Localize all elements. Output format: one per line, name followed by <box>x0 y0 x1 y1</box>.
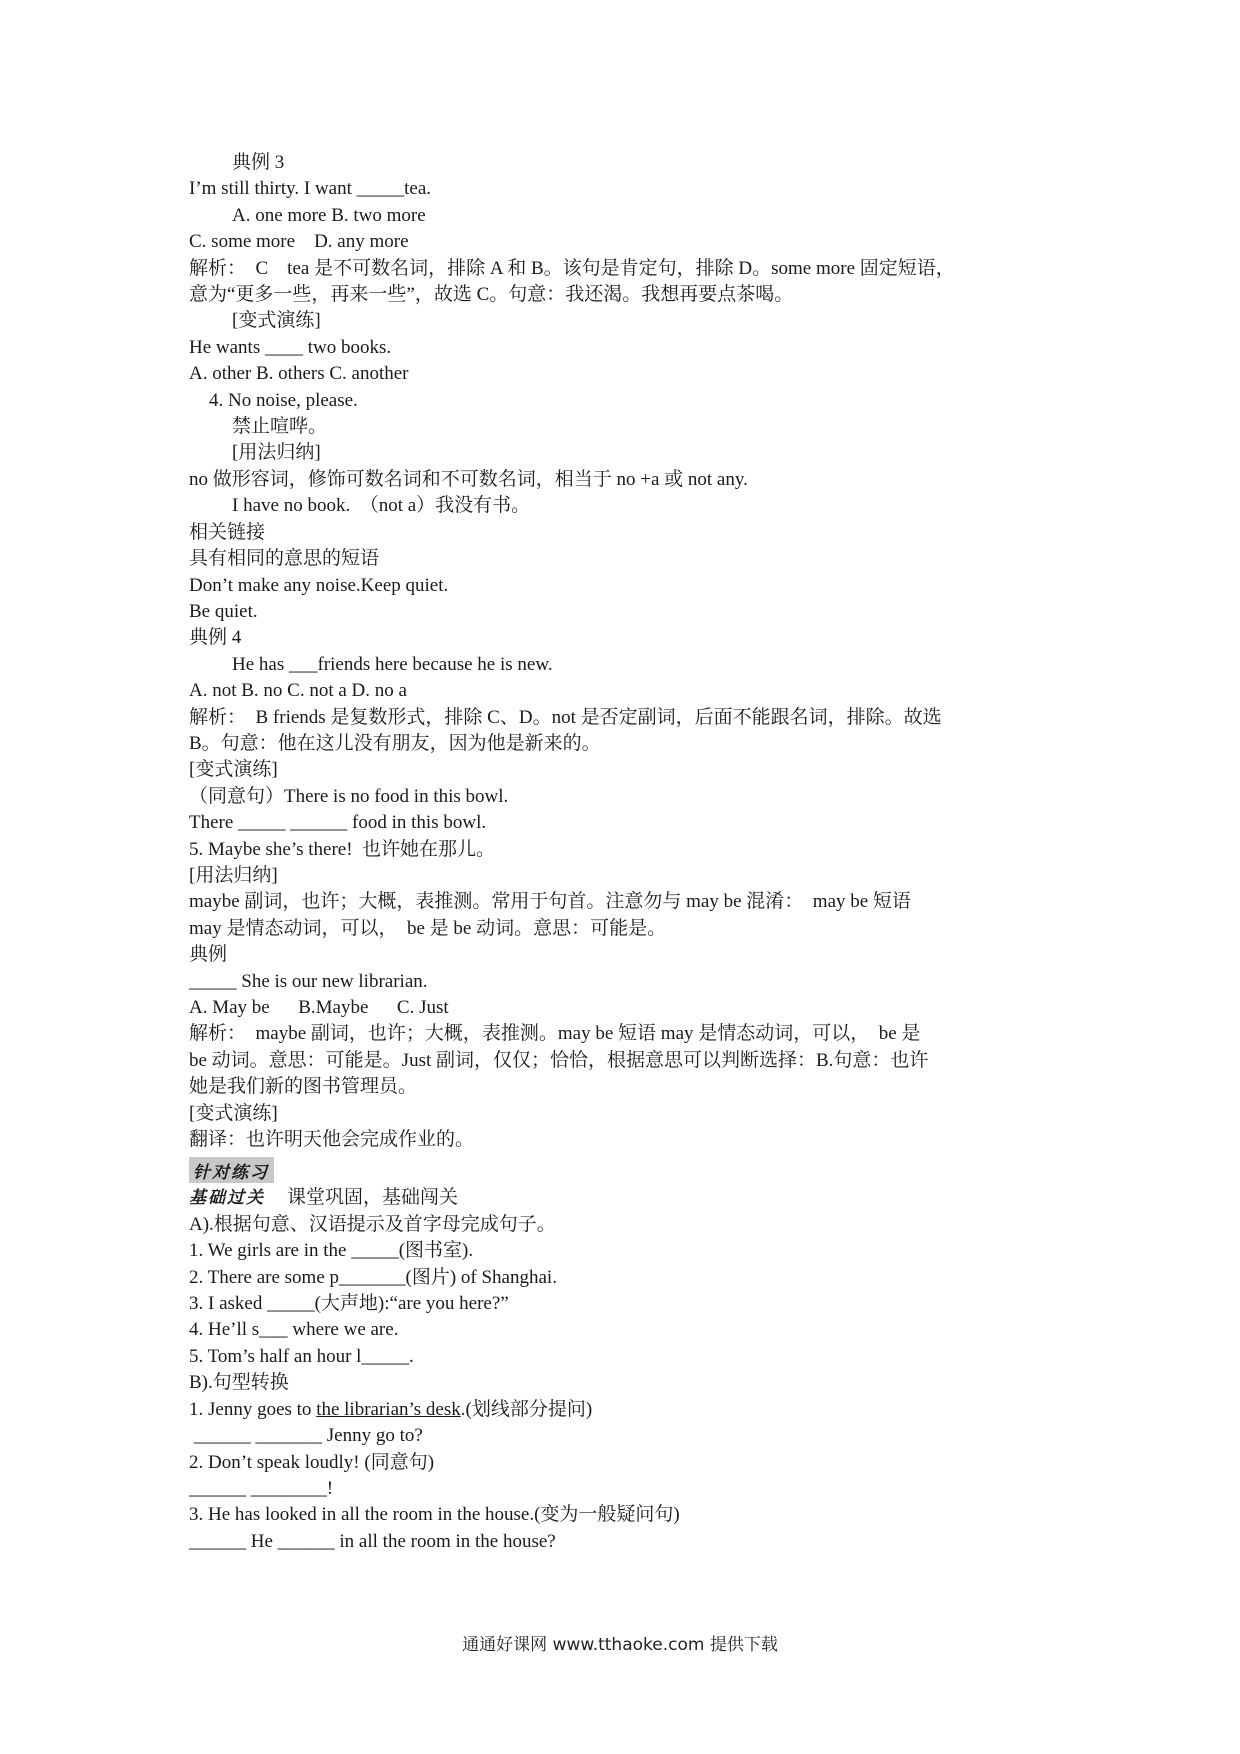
example-3-analysis-line-2: 意为“更多一些，再来一些”，故选 C。句意：我还渴。我想再要点茶喝。 <box>189 284 794 306</box>
section-b-item-2-answer: ______ ________! <box>189 1477 334 1499</box>
example-4-variant-heading: [变式演练] <box>189 759 278 781</box>
example-4-analysis-line-2: B。句意：他在这儿没有朋友，因为他是新来的。 <box>189 732 601 754</box>
point-5-example-options: A. May be B.Maybe C. Just <box>189 997 449 1018</box>
b1-underlined: the librarian’s desk <box>316 1398 461 1420</box>
point-4-usage: no 做形容词，修饰可数名词和不可数名词，相当于 no +a 或 not any. <box>189 468 748 490</box>
example-4-variant-answer: There _____ ______ food in this bowl. <box>189 812 487 834</box>
example-3-options-ab: A. one more B. two more <box>232 204 426 226</box>
basic-level-subtitle: 课堂巩固，基础闯关 <box>287 1187 459 1209</box>
basic-level-row <box>189 1185 1059 1211</box>
practice-tag: 针对练习 <box>189 1157 274 1183</box>
page-footer: 通通好课网 www.tthaoke.com 提供下载 <box>462 1635 778 1655</box>
example-4-question: He has ___friends here because he is new. <box>232 653 553 675</box>
section-a-item: 3. I asked _____(大声地):“are you here?” <box>189 1293 509 1315</box>
example-3-variant-heading: [变式演练] <box>232 310 321 332</box>
same-meaning-heading: 具有相同的意思的短语 <box>189 548 380 570</box>
section-a-item: 5. Tom’s half an hour l_____. <box>189 1345 414 1367</box>
point-4-title: 4. No noise, please. <box>209 389 358 411</box>
point-5-variant-question: 翻译：也许明天他会完成作业的。 <box>189 1129 475 1151</box>
point-4-translation: 禁止喧哗。 <box>232 416 328 438</box>
b1-suffix: .(划线部分提问) <box>460 1398 593 1420</box>
example-4-analysis-line-1: 解析： B friends 是复数形式，排除 C、D。not 是否定副词，后面不能跟名词，排除。故选 <box>189 706 942 728</box>
point-5-variant-heading: [变式演练] <box>189 1102 278 1124</box>
section-b-item-2: 2. Don’t speak loudly! (同意句) <box>189 1451 435 1473</box>
point-5-usage-line-2: may 是情态动词，可以， be 是 be 动词。意思：可能是。 <box>189 917 667 939</box>
section-b-item-1 <box>189 1397 1059 1423</box>
point-5-usage-line-1: maybe 副词，也许；大概，表推测。常用于句首。注意勿与 may be 混淆： may be 短语 <box>189 891 911 913</box>
point-4-usage-heading: [用法归纳] <box>232 442 321 464</box>
section-b-item-3: 3. He has looked in all the room in the house.(变为一般疑问句) <box>189 1504 680 1526</box>
section-a-heading: A).根据句意、汉语提示及首字母完成句子。 <box>189 1213 556 1235</box>
example-3-heading: 典例 3 <box>232 152 285 173</box>
document-body <box>189 150 1059 1555</box>
related-link-heading: 相关链接 <box>189 521 266 543</box>
example-4-variant-question: （同意句）There is no food in this bowl. <box>189 785 509 807</box>
example-3-variant-question: He wants ____ two books. <box>189 336 392 358</box>
point-4-example: I have no book. （not a）我没有书。 <box>232 495 531 517</box>
example-4-heading: 典例 4 <box>189 627 242 649</box>
phrase-1: Don’t make any noise.Keep quiet. <box>189 574 449 596</box>
point-5-usage-heading: [用法归纳] <box>189 864 278 886</box>
point-5-analysis-line-3: 她是我们新的图书管理员。 <box>189 1076 418 1098</box>
example-3-options-cd: C. some more D. any more <box>189 231 409 253</box>
section-a-item: 1. We girls are in the _____(图书室). <box>189 1240 474 1262</box>
example-3-question: I’m still thirty. I want _____tea. <box>189 178 432 200</box>
section-b-heading: B).句型转换 <box>189 1372 289 1394</box>
section-a-item: 4. He’ll s___ where we are. <box>189 1319 399 1341</box>
example-3-variant-options: A. other B. others C. another <box>189 363 409 385</box>
point-5-analysis-line-2: be 动词。意思：可能是。Just 副词，仅仅；恰恰，根据意思可以判断选择：B.句意：也许 <box>189 1049 929 1071</box>
b1-prefix: 1. Jenny goes to <box>189 1398 317 1420</box>
example-4-options: A. not B. no C. not a D. no a <box>189 680 407 702</box>
point-5-example-question: _____ She is our new librarian. <box>189 970 428 992</box>
example-3-analysis-line-1: 解析： C tea 是不可数名词，排除 A 和 B。该句是肯定句，排除 D。some more 固定短语， <box>189 257 955 279</box>
section-b-item-3-answer: ______ He ______ in all the room in the house? <box>189 1530 556 1552</box>
point-5-analysis-line-1: 解析： maybe 副词，也许；大概，表推测。may be 短语 may 是情态动词，可以， be 是 <box>189 1023 921 1045</box>
practice-tag-row <box>189 1153 1059 1185</box>
section-b-item-1-answer: ______ _______ Jenny go to? <box>189 1425 423 1447</box>
point-5-title: 5. Maybe she’s there! 也许她在那儿。 <box>189 838 496 860</box>
section-a-item: 2. There are some p_______(图片) of Shanghai. <box>189 1266 557 1288</box>
point-5-example-heading: 典例 <box>189 944 228 966</box>
phrase-2: Be quiet. <box>189 600 258 622</box>
basic-level-label: 基础过关 <box>189 1188 265 1209</box>
